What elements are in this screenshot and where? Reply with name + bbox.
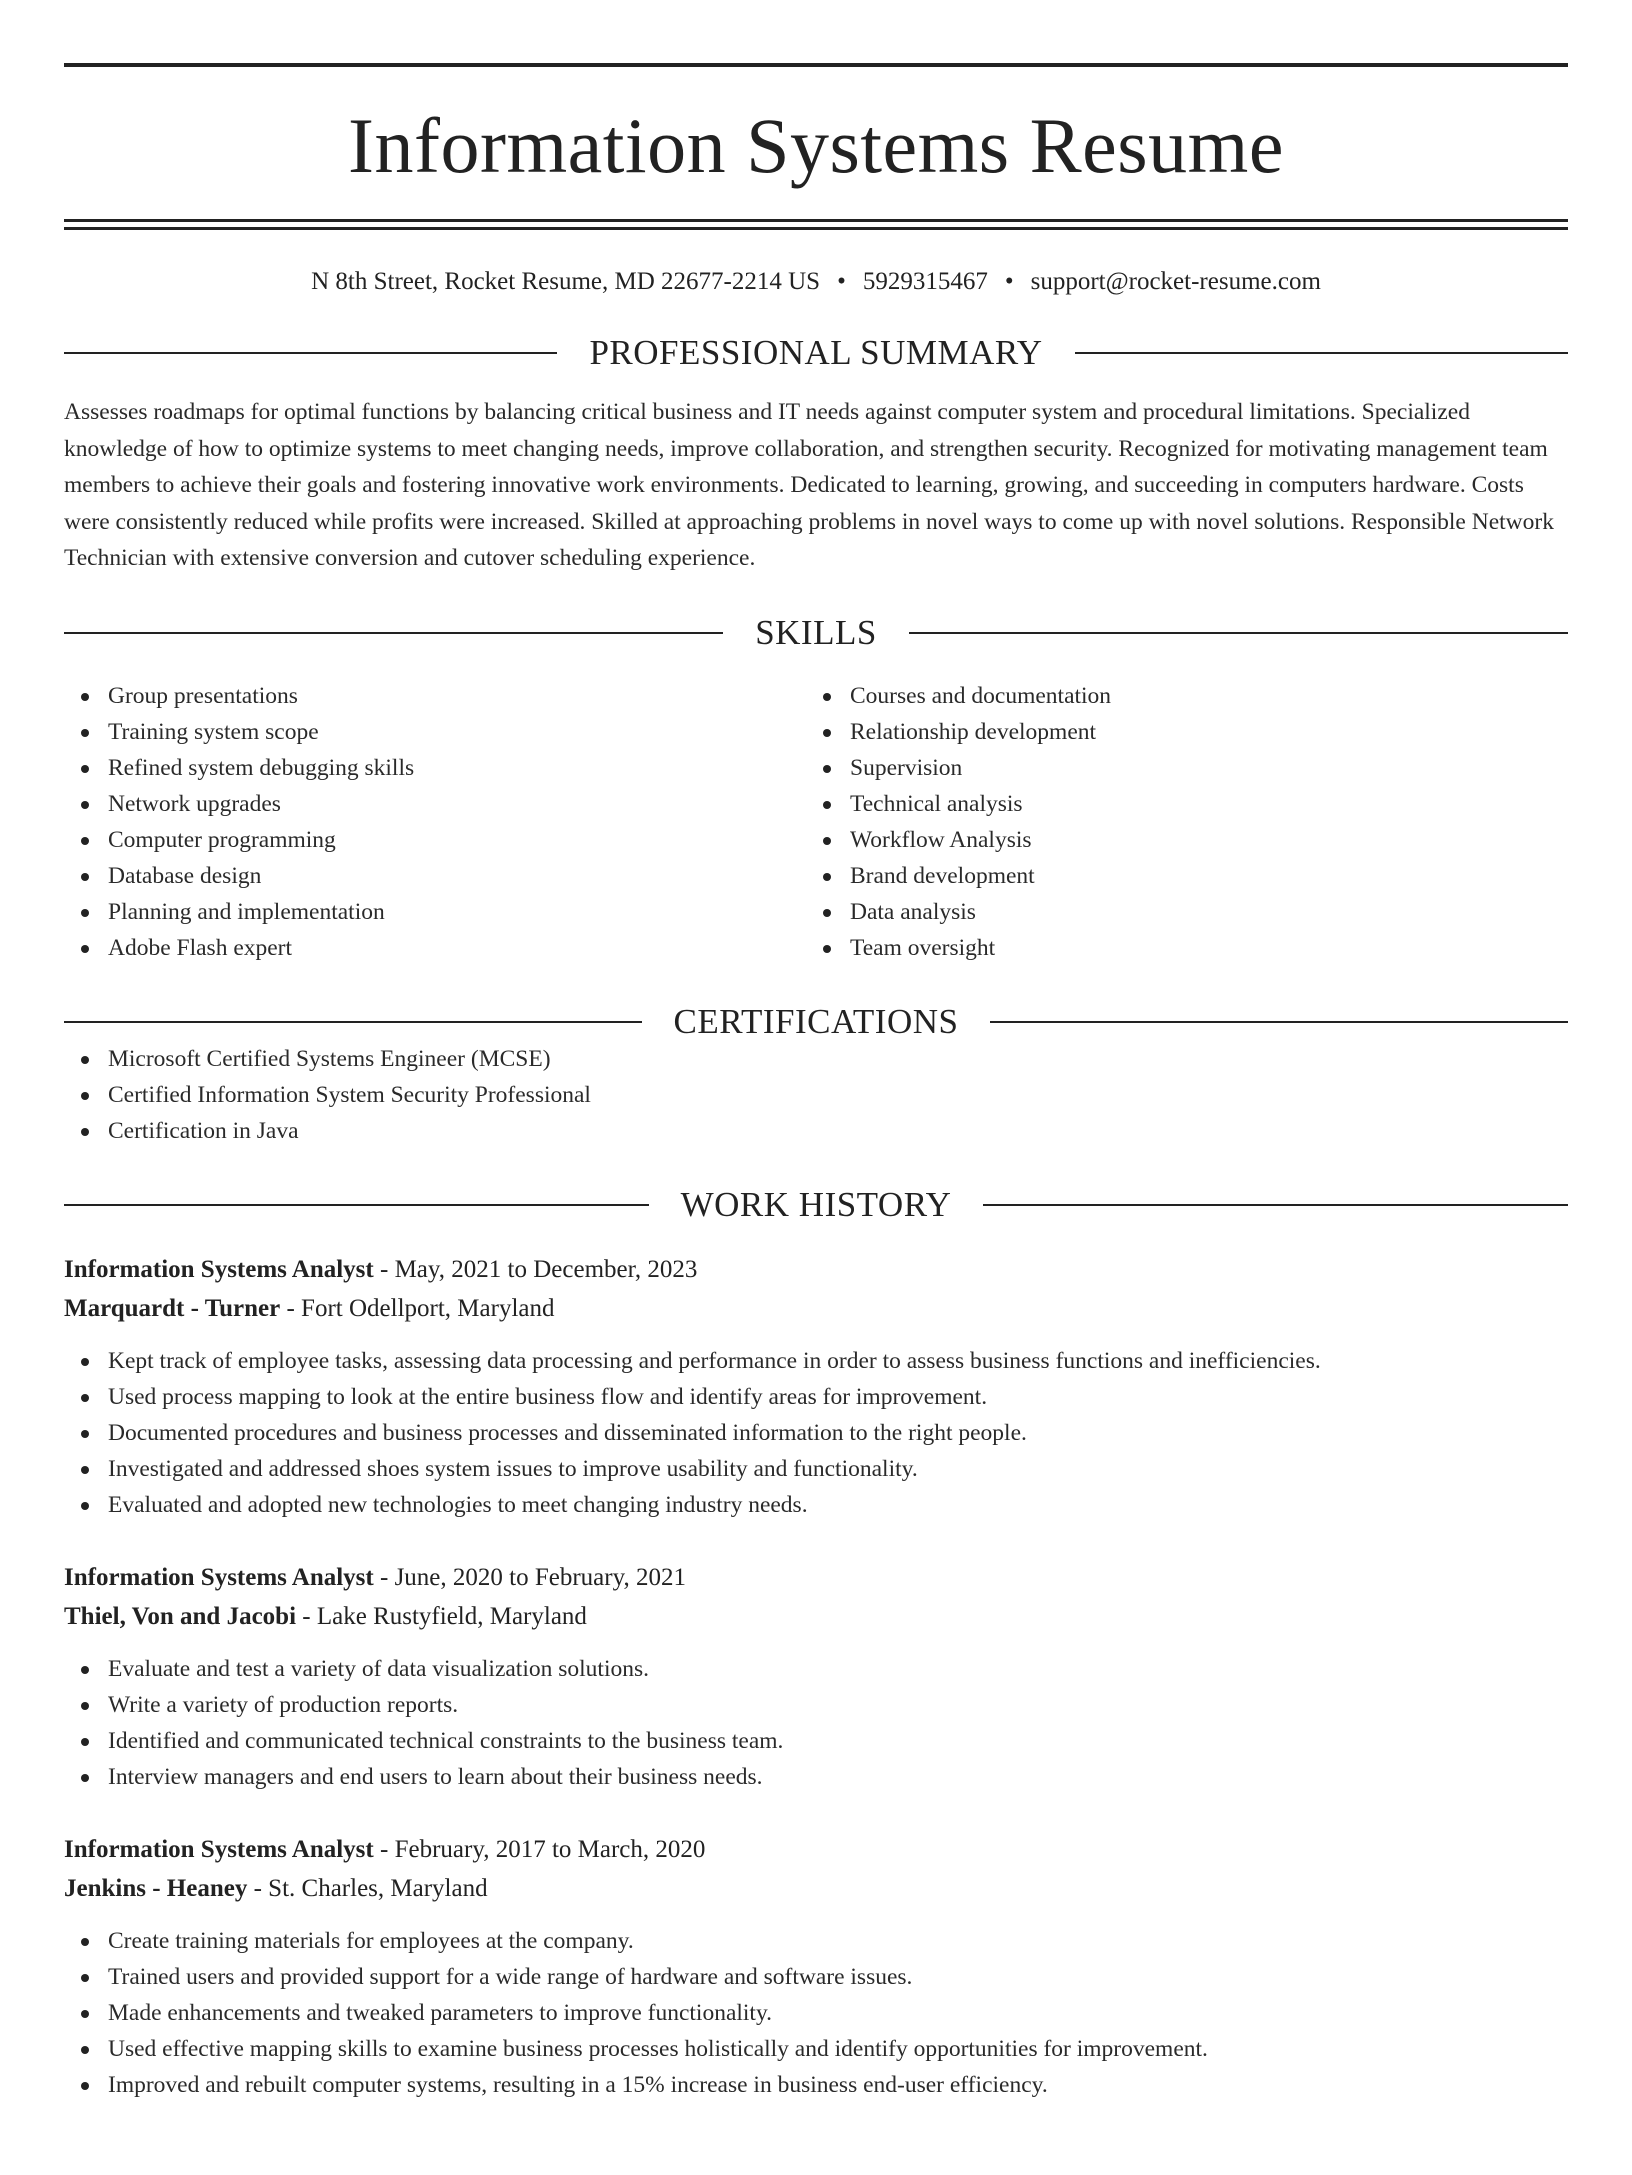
- job-entry: [64, 1250, 1568, 1523]
- section-heading: WORK HISTORY: [680, 1184, 952, 1224]
- skill-item: Refined system debugging skills: [64, 750, 806, 786]
- divider: [990, 1021, 1568, 1023]
- skill-item: Workflow Analysis: [806, 822, 1548, 858]
- job-location: - St. Charles, Maryland: [247, 1874, 488, 1902]
- divider: [983, 1204, 1568, 1206]
- job-title: Information Systems Analyst: [64, 1255, 374, 1283]
- job-location: - Fort Odellport, Maryland: [280, 1294, 555, 1322]
- job-duties-list: [64, 1343, 1568, 1523]
- title-double-rule: [64, 219, 1568, 230]
- job-duty-item: Kept track of employee tasks, assessing data processing and performance in order to assess business functions and inefficiencies.: [64, 1343, 1568, 1379]
- contact-phone: 5929315467: [862, 268, 988, 295]
- skill-item: Brand development: [806, 858, 1548, 894]
- skill-item: Adobe Flash expert: [64, 930, 806, 966]
- job-title: Information Systems Analyst: [64, 1563, 374, 1591]
- section-heading: SKILLS: [755, 612, 877, 652]
- work-history-section-header: [64, 1186, 1568, 1224]
- job-company-line: [64, 1289, 1568, 1328]
- skill-item: Training system scope: [64, 714, 806, 750]
- job-title-line: [64, 1558, 1568, 1597]
- job-dates: - June, 2020 to February, 2021: [373, 1563, 686, 1591]
- job-dates: - May, 2021 to December, 2023: [373, 1255, 698, 1283]
- skill-item: Team oversight: [806, 930, 1548, 966]
- skill-item: Technical analysis: [806, 786, 1548, 822]
- job-title: Information Systems Analyst: [64, 1835, 374, 1863]
- job-location: - Lake Rustyfield, Maryland: [296, 1602, 587, 1630]
- certification-item: Certified Information System Security Professional: [64, 1077, 1568, 1113]
- job-company-line: [64, 1869, 1568, 1908]
- skill-item: Data analysis: [806, 894, 1548, 930]
- contact-email[interactable]: support@rocket-resume.com: [1030, 268, 1321, 295]
- skills-section-header: [64, 614, 1568, 652]
- contact-separator: •: [1004, 268, 1014, 295]
- job-duty-item: Identified and communicated technical constraints to the business team.: [64, 1723, 1568, 1759]
- job-entry: [64, 1558, 1568, 1795]
- skills-column-right: [806, 678, 1548, 966]
- job-company: Thiel, Von and Jacobi: [64, 1602, 297, 1630]
- job-duty-item: Interview managers and end users to learn about their business needs.: [64, 1759, 1568, 1795]
- resume-title: Information Systems Resume: [348, 102, 1284, 189]
- certification-item: Microsoft Certified Systems Engineer (MCSE): [64, 1041, 1568, 1077]
- contact-line: [64, 267, 1568, 297]
- top-rule: [64, 63, 1568, 67]
- job-title-line: [64, 1830, 1568, 1869]
- job-duty-item: Documented procedures and business processes and disseminated information to the right people.: [64, 1415, 1568, 1451]
- divider: [1075, 352, 1568, 354]
- resume-page: [0, 63, 1632, 2175]
- summary-section-header: [64, 334, 1568, 372]
- divider: [64, 352, 557, 354]
- job-duties-list: [64, 1923, 1568, 2103]
- contact-address: N 8th Street, Rocket Resume, MD 22677-2214 US: [311, 268, 821, 295]
- section-heading: CERTIFICATIONS: [673, 1001, 959, 1041]
- job-company: Jenkins - Heaney: [64, 1874, 248, 1902]
- job-title-line: [64, 1250, 1568, 1289]
- section-heading: PROFESSIONAL SUMMARY: [589, 333, 1043, 372]
- job-duty-item: Improved and rebuilt computer systems, resulting in a 15% increase in business end-user efficiency.: [64, 2067, 1568, 2103]
- skills-list: [64, 678, 1568, 966]
- job-duty-item: Used process mapping to look at the entire business flow and identify areas for improvement.: [64, 1379, 1568, 1415]
- divider: [64, 1204, 649, 1206]
- divider: [64, 632, 723, 634]
- job-dates: - February, 2017 to March, 2020: [373, 1835, 706, 1863]
- contact-separator: •: [837, 268, 846, 295]
- divider: [64, 1021, 642, 1023]
- job-duty-item: Evaluated and adopted new technologies to meet changing industry needs.: [64, 1487, 1568, 1523]
- job-duty-item: Used effective mapping skills to examine business processes holistically and identify opportunities for improvement.: [64, 2031, 1568, 2067]
- job-duty-item: Create training materials for employees at the company.: [64, 1923, 1568, 1959]
- professional-summary-text: Assesses roadmaps for optimal functions by balancing critical business and IT needs against computer system and procedural limitations. Specialized knowledge of how to optimize systems to meet changing needs, improve collaboration, and strengthen security. Recognized for motivating management team members to achieve their goals and fostering innovative work environments. Dedicated to learning, growing, and succeeding in computers hardware. Costs were consistently reduced while profits were increased. Skilled at approaching problems in novel ways to come up with novel solutions. Responsible Network Technician with extensive conversion and cutover scheduling experience.: [64, 399, 1554, 571]
- job-duties-list: [64, 1651, 1568, 1795]
- job-duty-item: Write a variety of production reports.: [64, 1687, 1568, 1723]
- skill-item: Supervision: [806, 750, 1548, 786]
- divider: [909, 632, 1568, 634]
- skill-item: Computer programming: [64, 822, 806, 858]
- certification-item: Certification in Java: [64, 1113, 1568, 1149]
- certifications-section-header: [64, 1003, 1568, 1041]
- certifications-list: [64, 1041, 1568, 1149]
- skill-item: Courses and documentation: [806, 678, 1548, 714]
- job-entry: [64, 1830, 1568, 2103]
- skill-item: Relationship development: [806, 714, 1548, 750]
- job-duty-item: Investigated and addressed shoes system issues to improve usability and functionality.: [64, 1451, 1568, 1487]
- skill-item: Database design: [64, 858, 806, 894]
- skill-item: Group presentations: [64, 678, 806, 714]
- job-duty-item: Evaluate and test a variety of data visualization solutions.: [64, 1651, 1568, 1687]
- skill-item: Network upgrades: [64, 786, 806, 822]
- job-duty-item: Made enhancements and tweaked parameters to improve functionality.: [64, 1995, 1568, 2031]
- skill-item: Planning and implementation: [64, 894, 806, 930]
- work-history-list: [64, 1250, 1568, 2103]
- skills-column-left: [64, 678, 806, 966]
- job-company-line: [64, 1597, 1568, 1636]
- job-company: Marquardt - Turner: [64, 1294, 281, 1322]
- job-duty-item: Trained users and provided support for a wide range of hardware and software issues.: [64, 1959, 1568, 1995]
